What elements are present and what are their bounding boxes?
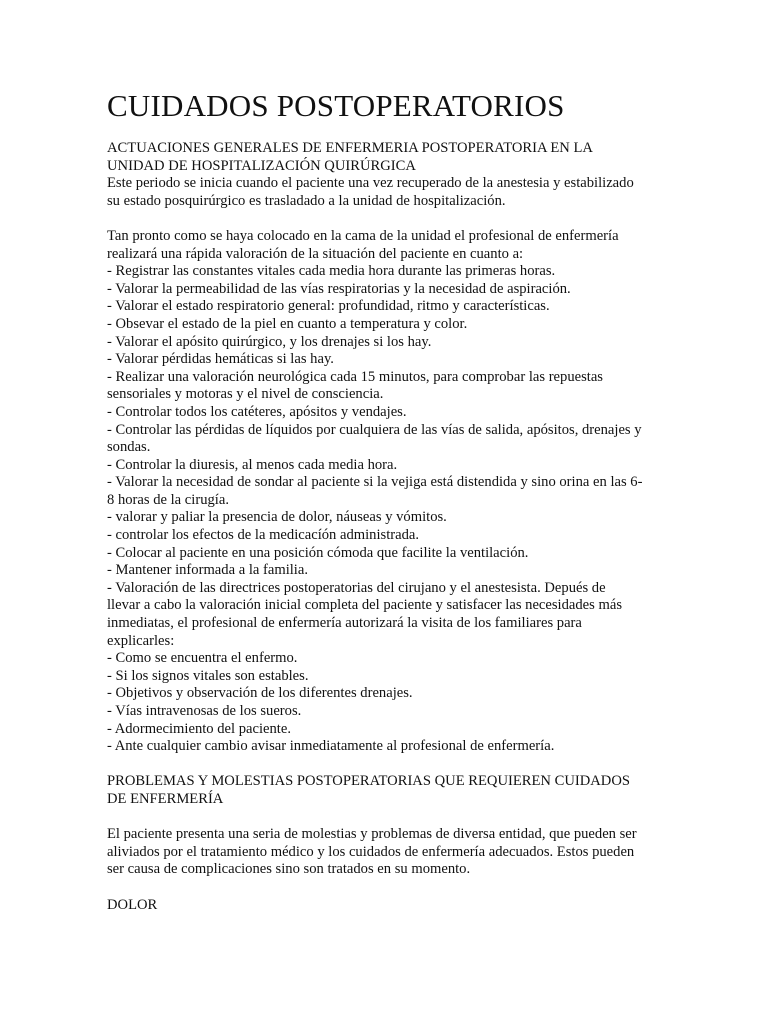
text-line: explicarles: <box>107 632 175 649</box>
paragraph-gap <box>107 879 668 897</box>
text-line: su estado posquirúrgico es trasladado a la unidad de hospitalización. <box>107 192 506 209</box>
text-line: - Mantener informada a la familia. <box>107 562 308 579</box>
text-line: - Obsevar el estado de la piel en cuanto a temperatura y color. <box>107 315 468 332</box>
text-line: - Colocar al paciente en una posición cómoda que facilite la ventilación. <box>107 544 529 561</box>
text-line: - Si los signos vitales son estables. <box>107 667 309 684</box>
subheading-text: DOLOR <box>107 896 158 913</box>
heading-line: PROBLEMAS Y MOLESTIAS POSTOPERATORIAS QUE REQUIEREN CUIDADOS <box>107 773 630 790</box>
heading-line: DE ENFERMERÍA <box>107 790 224 807</box>
text-line: - Valorar la permeabilidad de las vías respiratorias y la necesidad de aspiración. <box>107 280 571 297</box>
heading-line: UNIDAD DE HOSPITALIZACIÓN QUIRÚRGICA <box>107 157 416 174</box>
text-line: aliviados por el tratamiento médico y los cuidados de enfermería adecuados. Estos pueden <box>107 843 635 860</box>
document-title: CUIDADOS POSTOPERATORIOS <box>107 88 565 123</box>
text-line: - Vías intravenosas de los sueros. <box>107 703 302 719</box>
text-line: 8 horas de la cirugía. <box>107 491 229 508</box>
text-line: inmediatas, el profesional de enfermería autorizará la visita de los familiares para <box>107 615 582 632</box>
text-line: - Controlar todos los catéteres, apósitos y vendajes. <box>107 403 407 420</box>
text-line: - Valoración de las directrices postoperatorias del cirujano y el anestesista. Depués de <box>107 579 606 596</box>
text-line: ser causa de complicaciones sino son tratados en su momento. <box>107 861 471 878</box>
text-line: llevar a cabo la valoración inicial completa del paciente y satisfacer las necesidades más <box>107 597 622 614</box>
text-line: - Controlar la diuresis, al menos cada media hora. <box>107 456 398 473</box>
text-line: Tan pronto como se haya colocado en la cama de la unidad el profesional de enfermería <box>107 227 619 244</box>
text-line: - Como se encuentra el enfermo. <box>107 650 298 667</box>
text-line: sondas. <box>107 439 151 456</box>
text-line: - Valorar pérdidas hemáticas si las hay. <box>107 351 334 368</box>
text-line: - Registrar las constantes vitales cada media hora durante las primeras horas. <box>107 263 556 280</box>
text-line: - Realizar una valoración neurológica cada 15 minutos, para comprobar las repuestas <box>107 368 603 385</box>
section-heading-problemas <box>107 773 668 808</box>
text-line: El paciente presenta una seria de molestias y problemas de diversa entidad, que pueden ser <box>107 826 637 843</box>
paragraph-gap <box>107 809 668 827</box>
text-line: - Valorar el apósito quirúrgico, y los drenajes si los hay. <box>107 333 432 350</box>
paragraph-gap <box>107 756 668 774</box>
subheading-dolor <box>107 897 668 915</box>
assessment-list <box>107 228 668 756</box>
text-line: - Valorar el estado respiratorio general: profundidad, ritmo y características. <box>107 298 550 315</box>
text-line: - Ante cualquier cambio avisar inmediatamente al profesional de enfermería. <box>107 738 555 755</box>
text-line: - Adormecimiento del paciente. <box>107 720 291 737</box>
text-line: - Controlar las pérdidas de líquidos por cualquiera de las vías de salida, apósitos, drenajes y <box>107 421 642 438</box>
heading-line: ACTUACIONES GENERALES DE ENFERMERIA POSTOPERATORIA EN LA <box>107 140 593 156</box>
section-heading-actuaciones <box>107 140 668 175</box>
problems-paragraph <box>107 826 668 879</box>
text-line: - Valorar la necesidad de sondar al paciente si la vejiga está distendida y sino orina en las 6- <box>107 474 643 491</box>
text-line: - Objetivos y observación de los diferentes drenajes. <box>107 685 413 702</box>
intro-paragraph <box>107 175 668 210</box>
text-line: - controlar los efectos de la medicacíón administrada. <box>107 527 420 544</box>
text-line: realizará una rápida valoración de la situación del paciente en cuanto a: <box>107 245 524 262</box>
text-line: - valorar y paliar la presencia de dolor, náuseas y vómitos. <box>107 509 447 526</box>
text-line: Este periodo se inicia cuando el paciente una vez recuperado de la anestesia y estabilizado <box>107 175 634 192</box>
paragraph-gap <box>107 210 668 228</box>
text-line: sensoriales y motoras y el nivel de consciencia. <box>107 386 384 403</box>
